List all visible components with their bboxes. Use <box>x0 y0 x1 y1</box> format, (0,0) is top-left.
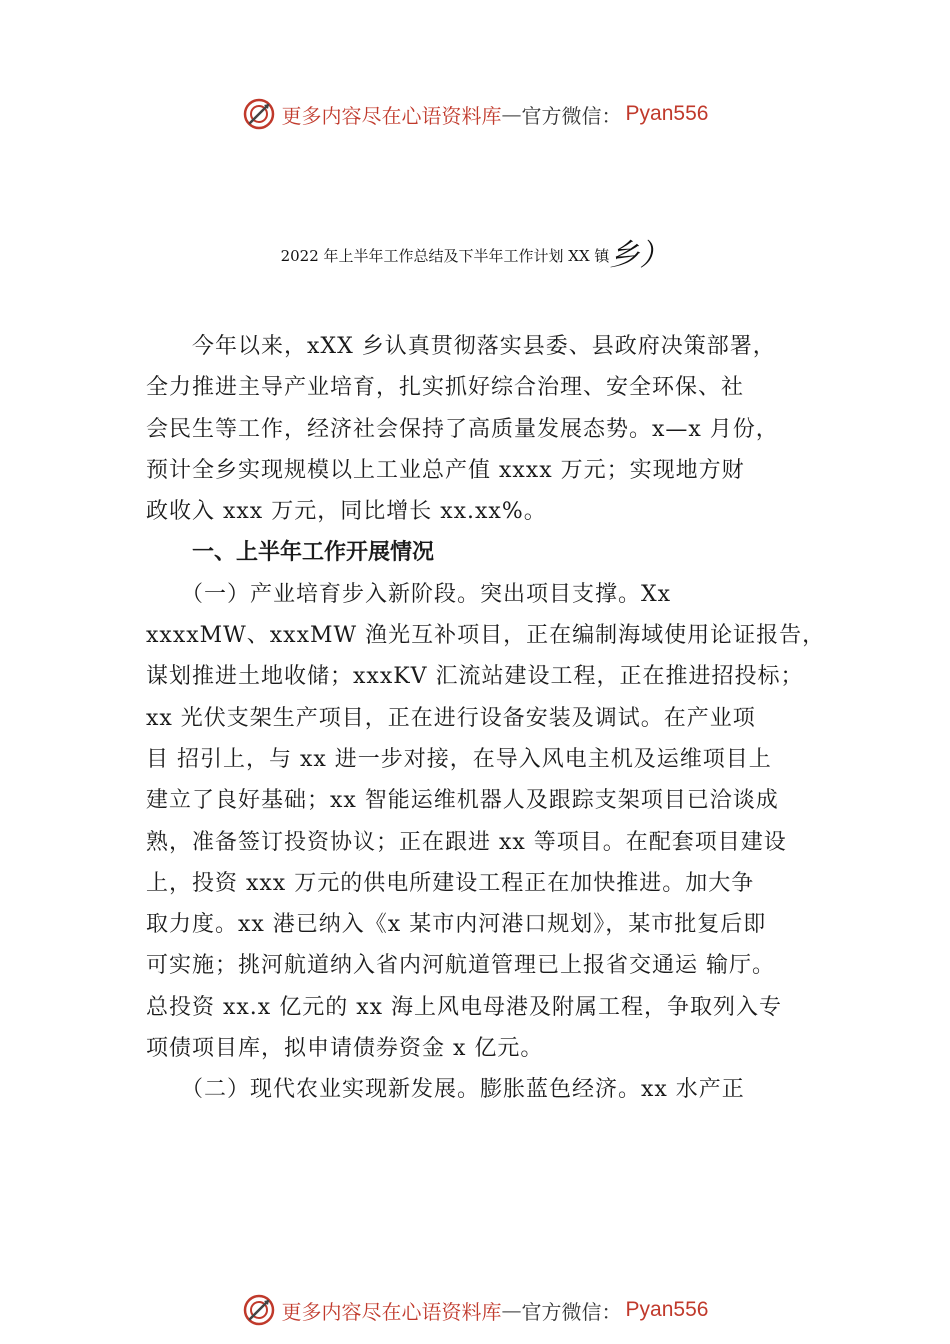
text-line: 总投资 xx.x 亿元的 xx 海上风电母港及附属工程，争取列入专 <box>146 994 783 1020</box>
watermark-wechat-label: 官方微信： <box>521 103 622 128</box>
text-line: 上，投资 xxx 万元的供电所建设工程正在加快推进。加大争 <box>146 870 755 896</box>
document-title <box>0 230 950 274</box>
watermark-wechat-label: 官方微信： <box>521 1299 622 1324</box>
text-line: 项债项目库，拟申请债券资金 x 亿元。 <box>146 1036 544 1062</box>
section-heading: 一、上半年工作开展情况 <box>192 540 435 566</box>
text-line: 熟，准备签订投资协议；正在跟进 xx 等项目。在配套项目建设 <box>146 829 787 855</box>
text-line: 今年以来，xXX 乡认真贯彻落实县委、县政府决策部署， <box>146 334 776 359</box>
text-line: xxxxMW、xxxMW 渔光互补项目，正在编制海域使用论证报告， <box>146 623 826 649</box>
text-line: 可实施；挑河航道纳入省内河航道管理已上报省交通运 输厅。 <box>146 953 775 979</box>
document-title-text: 2022 年上半年工作总结及下半年工作计划 XX 镇 <box>280 247 610 265</box>
section-paragraph <box>146 574 836 1111</box>
text-line: 建立了良好基础；xx 智能运维机器人及跟踪支架项目已洽谈成 <box>146 788 779 814</box>
intro-paragraph <box>146 326 836 532</box>
text-line: 会民生等工作，经济社会保持了高质量发展态势。x—x 月份， <box>146 416 779 442</box>
document-title-handwritten: 乡） <box>609 238 670 273</box>
text-line: 取力度。xx 港已纳入《x 某市内河港口规划》，某市批复后即 <box>146 912 767 938</box>
text-line: （一）产业培育步入新阶段。突出项目支撑。Xx <box>146 581 672 607</box>
text-line: 全力推进主导产业培育，扎实抓好综合治理、安全环保、社 <box>146 375 745 401</box>
brand-logo-icon <box>242 97 276 131</box>
text-line: xx 光伏支架生产项目，正在进行设备安装及调试。在产业项 <box>146 705 756 731</box>
document-body <box>146 326 836 1111</box>
watermark-brand: 更多内容尽在心语资料库 <box>281 1299 502 1324</box>
watermark-wechat-id: Pyan556 <box>625 1298 709 1321</box>
watermark-dash: — <box>501 1298 522 1322</box>
text-line: 预计全乡实现规模以上工业总产值 xxxx 万元；实现地方财 <box>146 457 745 483</box>
brand-logo-icon <box>242 1293 276 1327</box>
watermark-brand: 更多内容尽在心语资料库 <box>281 103 502 128</box>
watermark-banner-top <box>0 94 950 134</box>
watermark-dash: — <box>501 102 522 126</box>
text-line: 谋划推进土地收储；xxxKV 汇流站建设工程，正在推进招投标； <box>146 664 804 690</box>
text-line: 目 招引上，与 xx 进一步对接，在导入风电主机及运维项目上 <box>146 746 772 772</box>
text-line: （二）现代农业实现新发展。膨胀蓝色经济。xx 水产正 <box>146 1077 745 1103</box>
watermark-wechat-id: Pyan556 <box>625 102 709 125</box>
text-line: 政收入 xxx 万元，同比增长 xx.xx%。 <box>146 499 547 525</box>
watermark-banner-bottom <box>0 1290 950 1330</box>
